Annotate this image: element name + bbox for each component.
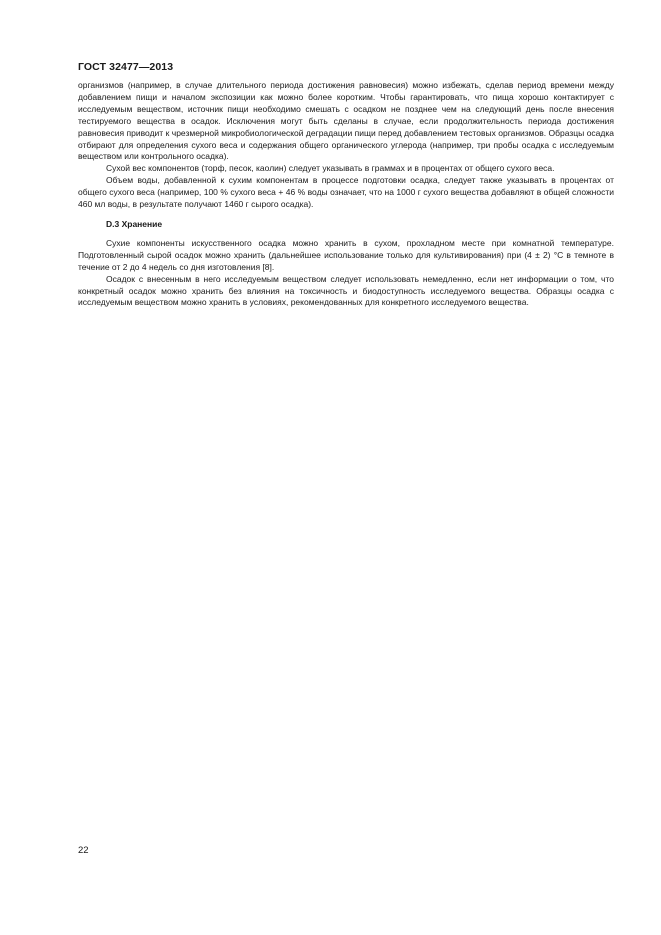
document-header: ГОСТ 32477—2013 (78, 61, 174, 73)
section-heading-storage: D.3 Хранение (106, 218, 163, 229)
document-body (78, 80, 614, 309)
page-number: 22 (78, 845, 89, 856)
paragraph-dry-weight: Сухой вес компонентов (торф, песок, каолин) следует указывать в граммах и в процентах от общего сухого веса. (106, 163, 555, 174)
paragraph-storage-dry: Сухие компоненты искусственного осадка можно хранить в сухом, прохладном месте при комнатной температуре. Подготовленный сырой осадок можно хранить (дальнейшее использование только для культивирования) при (4 ± 2) °С в темноте в течение от 2 до 4 недель со дня изготовления [8]. (78, 237, 614, 272)
paragraph-storage-spiked: Осадок с внесенным в него исследуемым веществом следует использовать немедленно, если нет информации о том, что конкретный осадок можно хранить без влияния на токсичность и биодоступность исследуемого вещества. Образцы осадка с исследуемым веществом можно хранить в условиях, рекомендованных для конкретного исследуемого вещества. (78, 273, 614, 308)
paragraph-water-volume: Объем воды, добавленной к сухим компонентам в процессе подготовки осадка, следует также указывать в процентах от общего сухого веса (например, 100 % сухого веса + 46 % воды означает, что на 1000 г сухого вещества добавляют в общей сложности 460 мл воды, в результате получают 1460 г сырого осадка). (78, 175, 614, 210)
paragraph-continued: организмов (например, в случае длительного периода достижения равновесия) можно избежать, сделав период времени между добавлением пищи и началом экспозиции как можно более коротким. Чтобы гарантировать, что пища хорошо контактирует с исследуемым веществом, источник пищи необходимо смешать с осадком не позднее чем на следующий день после внесения тестируемого вещества в осадок. Исключения могут быть сделаны в случае, если продолжительность периода достижения равновесия приводит к чрезмерной микробиологической деградации пищи перед добавлением тестовых организмов. Образцы осадка отбирают для определения сухого веса и содержания общего органического углерода (например, три пробы осадка с исследуемым веществом или контрольного осадка). (78, 80, 614, 162)
